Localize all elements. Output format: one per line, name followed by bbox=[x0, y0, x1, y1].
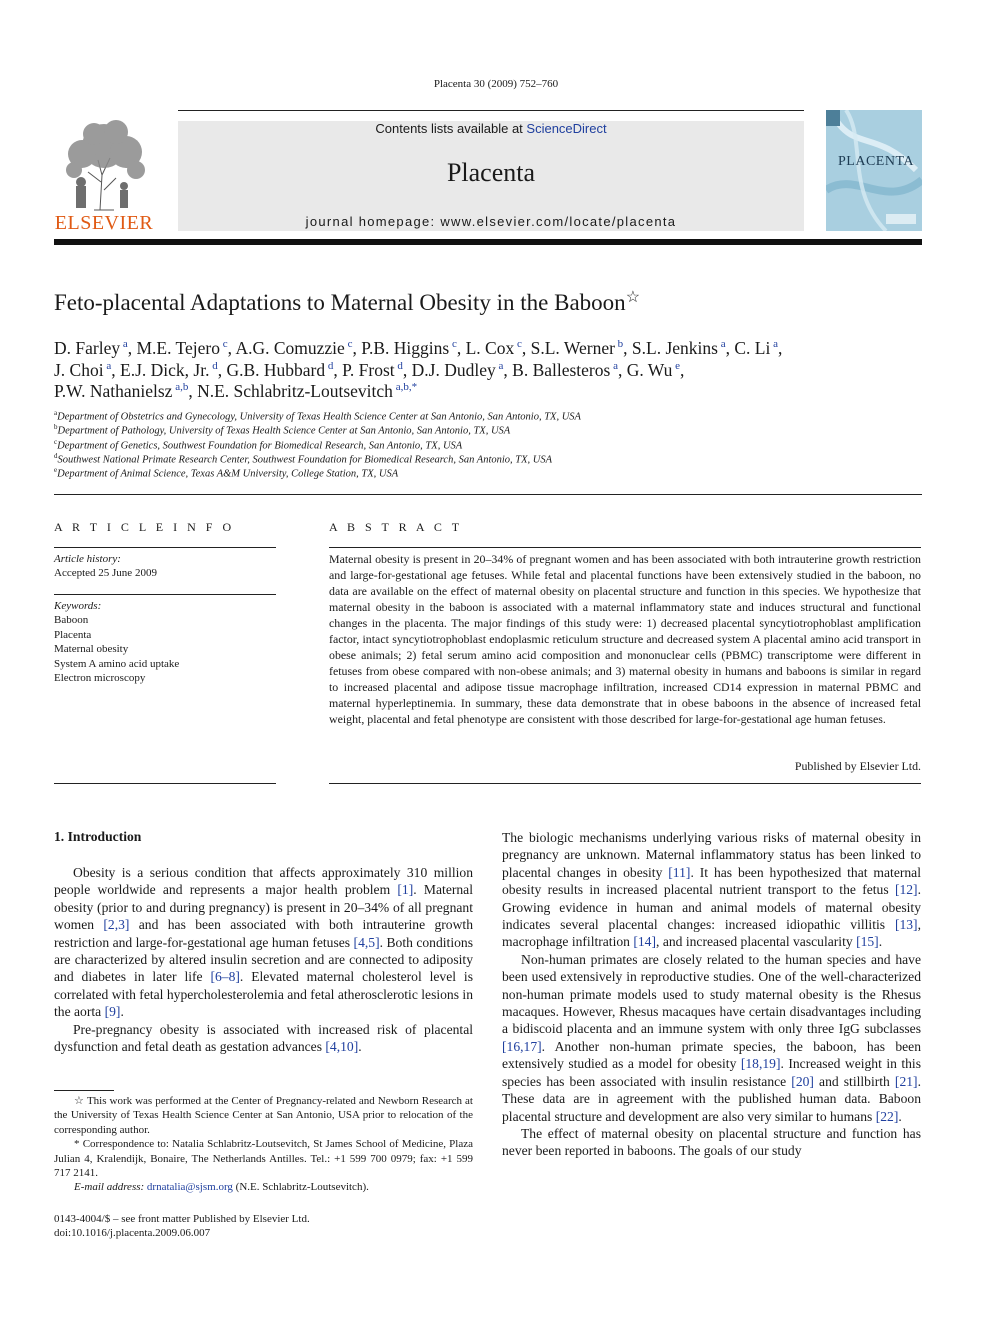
reference-link[interactable]: [11] bbox=[668, 864, 691, 880]
affiliation-text: Southwest National Primate Research Center, Southwest Foundation for Biomedical Research, San Antonio, TX, USA bbox=[57, 454, 553, 466]
paragraph-text: . bbox=[878, 934, 883, 950]
author-line-3 bbox=[54, 377, 417, 402]
section-heading-introduction: 1. Introduction bbox=[54, 829, 142, 844]
footnote-correspondence bbox=[54, 1137, 473, 1180]
author-affiliation-mark[interactable]: a bbox=[717, 338, 726, 350]
author-separator: , bbox=[127, 337, 137, 358]
reference-link[interactable]: [1] bbox=[397, 882, 414, 898]
intro-left-column bbox=[54, 864, 473, 1055]
paragraph-text: . It has been hypothesized that maternal obesity results in increased placental nutrient transport to the fetus bbox=[502, 864, 921, 898]
journal-name: Placenta bbox=[446, 158, 536, 187]
article-title bbox=[54, 290, 640, 316]
keywords-label: Keywords: bbox=[54, 600, 102, 612]
abstract-rule bbox=[329, 547, 921, 548]
paragraph-text: and has been associated with both intrauterine growth restriction and large-for-gestational age human fetuses bbox=[54, 917, 473, 950]
author-name: P.B. Higgins bbox=[361, 337, 450, 358]
paragraph-text: . bbox=[898, 1108, 902, 1124]
author-name: C. Li bbox=[734, 337, 771, 358]
footnote-funding bbox=[54, 1094, 473, 1137]
intro-paragraph-4 bbox=[502, 951, 921, 1125]
reference-link[interactable]: [16,17] bbox=[502, 1038, 542, 1054]
article-title-text: Feto-placental Adaptations to Maternal Obesity in the Baboon bbox=[54, 290, 626, 315]
affiliation-a bbox=[54, 409, 581, 423]
author-name: P. Frost bbox=[342, 359, 395, 380]
cover-title: PLACENTA bbox=[838, 154, 914, 169]
author-separator: , bbox=[617, 359, 627, 380]
paragraph-text: . bbox=[358, 1039, 362, 1055]
affiliation-mark: a bbox=[54, 409, 58, 417]
author-separator: , bbox=[521, 337, 531, 358]
paragraph-text: . Another non-human primate species, the baboon, has been extensively studied as a model for obesity bbox=[502, 1038, 921, 1072]
keyword-item: System A amino acid uptake bbox=[54, 657, 180, 670]
paragraph-text: . Increased weight in this species has been associated with insulin resistance bbox=[502, 1056, 921, 1089]
affiliation-divider bbox=[54, 494, 922, 495]
reference-link[interactable]: [4,10] bbox=[325, 1039, 359, 1055]
author-name: D. Farley bbox=[54, 337, 121, 358]
paragraph-text: Pre-pregnancy obesity is associated with increased risk of placental dysfunction and fetal death as gestation advances bbox=[54, 1021, 473, 1055]
paragraph-text: , macrophage infiltration bbox=[502, 917, 921, 950]
journal-homepage[interactable]: journal homepage: www.elsevier.com/locate/placenta bbox=[305, 214, 677, 229]
affiliation-mark: d bbox=[54, 452, 58, 460]
affiliation-mark: e bbox=[54, 466, 58, 474]
affiliation-text: Department of Animal Science, Texas A&M University, College Station, TX, USA bbox=[57, 468, 399, 480]
intro-paragraph-2 bbox=[54, 1021, 473, 1056]
author-affiliation-mark[interactable]: d bbox=[209, 360, 218, 372]
author-affiliation-mark[interactable]: d bbox=[325, 360, 334, 372]
reference-link[interactable]: [15] bbox=[856, 934, 879, 950]
author-name: S.L. Werner bbox=[530, 337, 615, 358]
author-name: S.L. Jenkins bbox=[631, 337, 718, 358]
keyword-item: Electron microscopy bbox=[54, 672, 146, 685]
journal-banner bbox=[178, 121, 804, 231]
footnote-corr-mark: * bbox=[74, 1138, 80, 1151]
elsevier-wordmark: ELSEVIER bbox=[54, 212, 154, 234]
author-affiliation-mark[interactable]: d bbox=[394, 360, 403, 372]
author-affiliation-mark[interactable]: a,b,* bbox=[392, 381, 418, 393]
author-name: E.J. Dick, Jr. bbox=[120, 359, 210, 380]
keyword-item: Placenta bbox=[54, 628, 92, 641]
abstract-heading: A B S T R A C T bbox=[329, 520, 463, 534]
affiliation-b bbox=[54, 423, 510, 437]
article-info-rule bbox=[54, 547, 276, 548]
affiliation-mark: c bbox=[54, 438, 58, 446]
reference-link[interactable]: [22] bbox=[875, 1108, 899, 1124]
author-separator: , bbox=[456, 337, 466, 358]
article-info-bottom-rule bbox=[54, 783, 276, 784]
intro-paragraph-3 bbox=[502, 829, 921, 951]
history-label: Article history: bbox=[54, 553, 121, 565]
author-separator: , bbox=[680, 359, 685, 380]
author-affiliation-mark[interactable]: c bbox=[344, 338, 353, 350]
affiliation-mark: b bbox=[54, 423, 58, 431]
front-matter bbox=[54, 1212, 310, 1240]
paragraph-text: . Maternal obesity (prior to and during pregnancy) is present in 20–34% of all pregnant women bbox=[54, 882, 473, 933]
reference-link[interactable]: [4,5] bbox=[353, 934, 380, 950]
author-separator: , bbox=[111, 359, 120, 380]
article-history bbox=[54, 552, 157, 581]
email-label: E-mail address: bbox=[74, 1181, 147, 1194]
contents-available-line bbox=[178, 121, 804, 136]
author-affiliation-mark[interactable]: c bbox=[514, 338, 522, 350]
affiliation-text: Department of Pathology, University of Texas Health Science Center at San Antonio, San Antonio, TX, USA bbox=[57, 425, 511, 437]
author-name: P.W. Nathanielsz bbox=[54, 380, 173, 401]
reference-link[interactable]: [14] bbox=[633, 934, 657, 950]
intro-paragraph-1 bbox=[54, 864, 473, 1021]
abstract-bottom-rule bbox=[329, 783, 921, 784]
keywords-rule bbox=[54, 594, 276, 595]
author-name: N.E. Schlabritz-Loutsevitch bbox=[197, 380, 393, 401]
reference-link[interactable]: [18,19] bbox=[740, 1056, 781, 1072]
author-separator: , bbox=[623, 337, 632, 358]
author-name: M.E. Tejero bbox=[136, 337, 221, 358]
affiliation-c bbox=[54, 438, 462, 452]
reference-link[interactable]: [6–8] bbox=[210, 969, 240, 985]
header-top-rule bbox=[178, 110, 804, 111]
reference-link[interactable]: [20] bbox=[791, 1073, 814, 1089]
paragraph-text: Non-human primates are closely related to the human species and have been used extensively in reproductive studies. One of the well-characterized non-human primate models used to study maternal obesity is the Rhesus macaques. However, Rhesus macaques have certain disadvantages including a bidiscoid placenta and an immune system with only three IgG subclasses bbox=[502, 951, 921, 1037]
author-name: J. Choi bbox=[54, 359, 104, 380]
affiliation-text: Department of Obstetrics and Gynecology, University of Texas Health Science Center at San Antonio, San Antonio, TX, USA bbox=[57, 411, 581, 423]
footnote-corr-text: Correspondence to: Natalia Schlabritz-Loutsevitch, St James School of Medicine, Plaza Julian 4, Kralendijk, Bonaire, The Netherlands Antilles. Tel.: +1 599 700 0979; fax: +1 599 717 2141. bbox=[54, 1138, 473, 1180]
author-affiliation-mark[interactable]: c bbox=[449, 338, 457, 350]
journal-cover bbox=[826, 110, 922, 231]
intro-right-column bbox=[502, 829, 921, 1160]
footnotes bbox=[54, 1094, 473, 1195]
author-name: D.J. Dudley bbox=[411, 359, 496, 380]
paragraph-text: . Growing evidence in human and animal models of maternal obesity indicates several placental changes: increased idiopathic villitis bbox=[502, 882, 921, 933]
cover-art-icon bbox=[826, 110, 922, 231]
sciencedirect-link[interactable]: ScienceDirect bbox=[526, 121, 607, 136]
keywords-block bbox=[54, 599, 179, 685]
paragraph-text: Obesity is a serious condition that affects approximately 310 million people worldwide and represents a major health problem bbox=[54, 865, 473, 898]
reference-link[interactable]: [12] bbox=[894, 882, 918, 898]
paragraph-text: The biologic mechanisms underlying various risks of maternal obesity in pregnancy are unknown. Maternal inflammatory status has been linked to placental changes in obesity bbox=[502, 830, 921, 880]
paragraph-text: . Elevated maternal cholesterol level is correlated with fetal hypercholesterolemia and fetal atherosclerotic lesions in the aorta bbox=[54, 969, 473, 1020]
author-name: G.B. Hubbard bbox=[226, 359, 326, 380]
accepted-date: Accepted 25 June 2009 bbox=[54, 567, 157, 580]
author-name: L. Cox bbox=[465, 337, 515, 358]
abstract-published-by: Published by Elsevier Ltd. bbox=[794, 759, 921, 773]
issn-line: 0143-4004/$ – see front matter Published by Elsevier Ltd. bbox=[54, 1213, 310, 1225]
author-name: G. Wu bbox=[626, 359, 673, 380]
reference-link[interactable]: [21] bbox=[894, 1073, 918, 1089]
author-name: A.G. Comuzzie bbox=[235, 337, 345, 358]
abstract-body: Maternal obesity is present in 20–34% of pregnant women and has been associated with both intrauterine growth restriction and large-for-gestational age fetuses. While fetal and placental functions have been extensively studied in the baboon, no data are available on the effect of maternal obesity on placental structure and function in this species. We hypothesize that maternal obesity in the baboon is associated with a maternal inflammatory state and induces structural and functional changes in the placenta. The major findings of this study were: 1) decreased placental syncytiotrophoblast amplification factor, intact syncytiotrophoblast endoplasmic reticulum structure and decreased system A placental amino acid transport in obese animals; 2) fetal serum amino acid composition and mononuclear cells (PBMC) transcriptome were different in fetuses from obese compared with non-obese animals; and 3) maternal obesity in humans and baboons is similar in regard to increased placental and adipose tissue macrophage infiltration, increased CD14 expression in maternal PBMC and maternal hyperleptinemia. In summary, these data demonstrate that in obese baboons in the absence of increased fetal weight, placental and fetal phenotype are consistent with those described for large-for-gestational age human fetuses. bbox=[329, 552, 921, 726]
author-separator: , bbox=[352, 337, 362, 358]
author-affiliation-mark[interactable]: b bbox=[614, 338, 624, 350]
author-separator: , bbox=[503, 359, 513, 380]
author-affiliation-mark[interactable]: a,b bbox=[172, 381, 189, 393]
affiliation-d bbox=[54, 452, 552, 466]
footnote-email bbox=[54, 1180, 473, 1194]
paragraph-text: . bbox=[120, 1004, 124, 1020]
author-affiliation-mark[interactable]: a bbox=[120, 338, 128, 350]
author-separator: , bbox=[188, 380, 198, 401]
author-separator: , bbox=[725, 337, 735, 358]
author-affiliation-mark[interactable]: a bbox=[103, 360, 112, 372]
author-affiliation-mark[interactable]: a bbox=[770, 338, 778, 350]
reference-link[interactable]: [9] bbox=[104, 1004, 121, 1020]
email-link[interactable]: drnatalia@sjsm.org bbox=[146, 1181, 233, 1194]
author-name: B. Ballesteros bbox=[512, 359, 611, 380]
reference-link[interactable]: [2,3] bbox=[103, 917, 130, 933]
email-suffix: (N.E. Schlabritz-Loutsevitch). bbox=[232, 1181, 369, 1194]
doi-line[interactable]: doi:10.1016/j.placenta.2009.06.007 bbox=[54, 1227, 211, 1239]
tree-logo-icon bbox=[54, 120, 154, 212]
author-affiliation-mark[interactable]: a bbox=[610, 360, 618, 372]
author-separator: , bbox=[402, 359, 412, 380]
article-info-heading: A R T I C L E I N F O bbox=[54, 520, 235, 534]
paragraph-text: . Both conditions are characterized by altered insulin secretion and are connected to adiposity and diabetes in later life bbox=[54, 934, 473, 985]
author-affiliation-mark[interactable]: a bbox=[495, 360, 504, 372]
author-separator: , bbox=[778, 337, 783, 358]
author-separator: , bbox=[227, 337, 236, 358]
author-separator: , bbox=[333, 359, 343, 380]
paragraph-text: , and increased placental vascularity bbox=[656, 934, 857, 950]
header-bottom-rule bbox=[54, 239, 922, 245]
footnote-star-text: This work was performed at the Center of Pregnancy-related and Newborn Research at the University of Texas Health Science Center at San Antonio, USA prior to relocation of the corresponding author. bbox=[54, 1095, 473, 1136]
keyword-item: Baboon bbox=[54, 614, 89, 627]
intro-paragraph-5: The effect of maternal obesity on placental structure and function has never been reported in baboons. The goals of our study bbox=[502, 1125, 921, 1159]
author-separator: , bbox=[217, 359, 227, 380]
affiliation-e bbox=[54, 466, 398, 480]
keyword-item: Maternal obesity bbox=[54, 643, 129, 656]
title-footnote-mark[interactable]: ☆ bbox=[625, 289, 641, 306]
reference-link[interactable]: [13] bbox=[894, 917, 918, 933]
contents-prefix: Contents lists available at bbox=[375, 121, 527, 136]
journal-citation: Placenta 30 (2009) 752–760 bbox=[433, 78, 559, 90]
author-affiliation-mark[interactable]: c bbox=[220, 338, 228, 350]
footnote-rule bbox=[54, 1090, 114, 1091]
author-affiliation-mark[interactable]: e bbox=[672, 360, 680, 372]
paragraph-text: and stillbirth bbox=[813, 1073, 895, 1089]
affiliation-text: Department of Genetics, Southwest Foundation for Biomedical Research, San Antonio, TX, USA bbox=[57, 440, 463, 452]
footnote-star-mark: ☆ bbox=[74, 1095, 85, 1107]
paragraph-text: . These data are in agreement with the published human data. Baboon placental structure and development are also very similar to humans bbox=[502, 1073, 921, 1124]
